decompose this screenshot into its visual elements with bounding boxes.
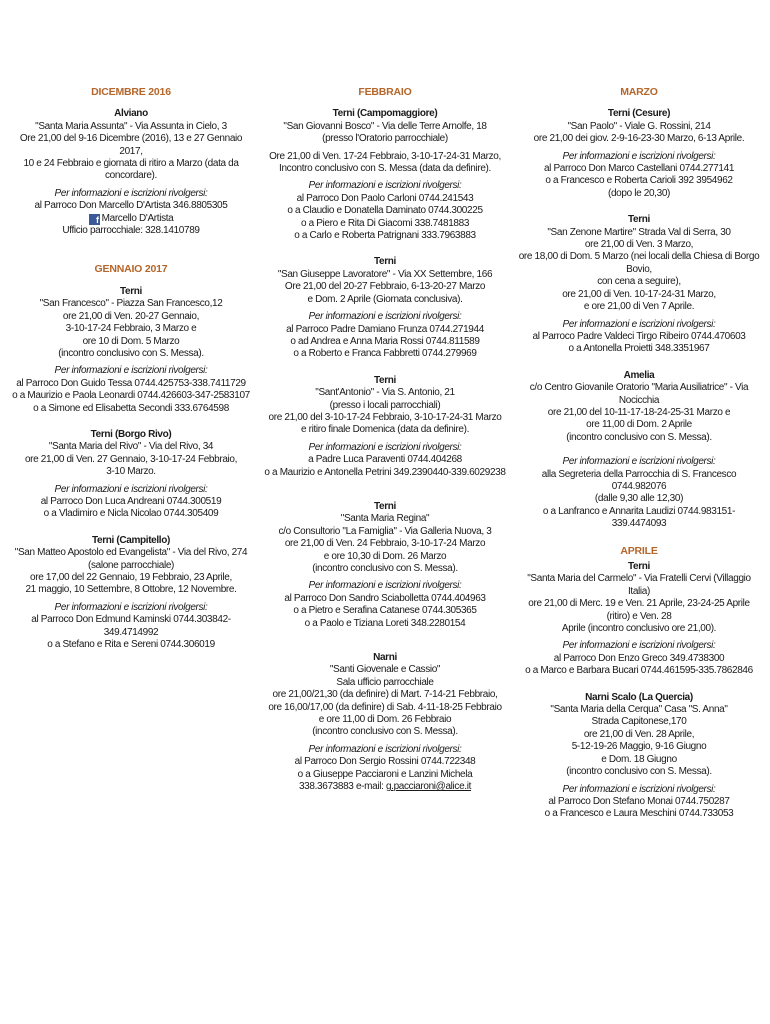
schedule-line: (incontro conclusivo con S. Messa). xyxy=(312,726,458,738)
month-heading-aprile: APRILE xyxy=(620,544,658,557)
contact-line: o a Lanfranco e Annarita Laudizi 0744.983151-339.4474093 xyxy=(542,505,736,530)
schedule-line: ore 17,00 del 22 Gennaio, 19 Febbraio, 23 Aprile, xyxy=(30,572,232,583)
schedule-line: 21 maggio, 10 Settembre, 8 Ottobre, 12 Novembre. xyxy=(25,584,237,596)
schedule-line: ore 21,00 di Merc. 19 e Ven. 21 Aprile, 23-24-25 Aprile (ritiro) e Ven. 28 xyxy=(528,598,750,622)
entry-campomaggiore xyxy=(262,108,508,242)
schedule-line: (incontro conclusivo con S. Messa). xyxy=(312,563,458,574)
place-title: Terni (Campitello) xyxy=(92,534,170,546)
info-label: Per informazioni e iscrizioni rivolgersi: xyxy=(562,640,716,652)
place-title: Terni xyxy=(628,214,650,226)
info-label: Per informazioni e iscrizioni rivolgersi: xyxy=(562,456,716,468)
contact-line: o a Carlo e Roberta Patrignani 333.7963883 xyxy=(294,230,476,242)
schedule-line: 5-12-19-26 Maggio, 9-16 Giugno xyxy=(571,741,707,753)
contact-line: o a Vladimiro e Nicla Nicolao 0744.305409 xyxy=(43,508,219,520)
address-line: "San Zenone Martire" Strada Val di Serra, 30 xyxy=(547,226,731,238)
schedule-line: e ore 10,30 di Dom. 26 Marzo xyxy=(323,550,447,562)
contact-line: al Parroco Padre Damiano Frunza 0744.271944 xyxy=(286,323,484,335)
info-label: Per informazioni e iscrizioni rivolgersi: xyxy=(308,180,462,192)
info-label: Per informazioni e iscrizioni rivolgersi: xyxy=(54,187,208,199)
address-line: "Santa Maria della Cerqua" Casa "S. Anna" xyxy=(550,704,728,716)
schedule-line: (incontro conclusivo con S. Messa). xyxy=(566,766,712,778)
address-line: "Santa Maria del Carmelo" - Via Fratelli Cervi (Villaggio Italia) xyxy=(527,573,751,597)
info-label: Per informazioni e iscrizioni rivolgersi: xyxy=(54,483,208,495)
info-label: Per informazioni e iscrizioni rivolgersi: xyxy=(308,441,462,453)
column-right xyxy=(516,86,762,835)
schedule-line: Incontro conclusivo con S. Messa (data da definire). xyxy=(279,163,491,175)
schedule-line: con cena a seguire), xyxy=(597,276,681,288)
contact-line xyxy=(262,781,508,793)
entry-campitello xyxy=(8,535,254,652)
schedule-line: (incontro conclusivo con S. Messa). xyxy=(566,431,712,443)
schedule-line: e Dom. 18 Giugno xyxy=(601,753,677,765)
entry-narni xyxy=(262,652,508,793)
address-line: "San Paolo" - Viale G. Rossini, 214 xyxy=(567,120,711,132)
contact-line: o a Pietro e Serafina Catanese 0744.305365 xyxy=(293,605,477,617)
contact-line: o a Maurizio e Paola Leonardi 0744.426603-347-2583107 xyxy=(12,390,250,402)
place-title: Terni (Campomaggiore) xyxy=(332,108,438,120)
contact-line: al Parroco Don Enzo Greco 349.4738300 xyxy=(553,652,725,664)
contact-line: al Parroco Don Marco Castellani 0744.277141 xyxy=(543,163,735,175)
column-middle xyxy=(262,86,508,808)
address-line: "Sant'Antonio" - Via S. Antonio, 21 xyxy=(315,387,455,399)
contact-line: al Parroco Don Stefano Monai 0744.750287 xyxy=(548,795,730,807)
address-line: c/o Consultorio "La Famiglia" - Via Galleria Nuova, 3 xyxy=(278,525,492,537)
address-line: "San Francesco" - Piazza San Francesco,12 xyxy=(39,298,223,310)
contact-line: o a Marco e Barbara Bucari 0744.461595-335.7862846 xyxy=(525,665,753,677)
contact-line: a Padre Luca Paraventi 0744.404268 xyxy=(308,454,462,466)
contact-line: o a Claudio e Donatella Daminato 0744.300225 xyxy=(287,205,483,217)
month-heading-gennaio: GENNAIO 2017 xyxy=(94,263,168,276)
facebook-icon: f xyxy=(89,214,100,225)
address-line: "Santa Maria Assunta" - Via Assunta in Cielo, 3 xyxy=(35,120,227,132)
schedule-line: e Dom. 2 Aprile (Giornata conclusiva). xyxy=(307,293,463,305)
contact-line: o a Piero e Rita Di Giacomi 338.7481883 xyxy=(300,217,470,229)
schedule-line: ore 11,00 di Dom. 2 Aprile xyxy=(586,419,692,431)
place-title: Narni Scalo (La Quercia) xyxy=(585,691,693,703)
place-title: Terni xyxy=(628,561,650,572)
address-line: (salone parrocchiale) xyxy=(87,559,175,571)
contact-line: o a Maurizio e Antonella Petrini 349.2390440-339.6029238 xyxy=(264,466,506,478)
info-label: Per informazioni e iscrizioni rivolgersi: xyxy=(562,150,716,162)
entry-narni-scalo xyxy=(516,692,762,821)
schedule-line: ore 18,00 di Dom. 5 Marzo (nei locali della Chiesa di Borgo Bovio, xyxy=(518,251,760,275)
entry-san-giuseppe-lavoratore xyxy=(262,256,508,360)
entry-terni-san-francesco xyxy=(8,286,254,415)
schedule-line: ore 21,00 dei giov. 2-9-16-23-30 Marzo, 6-13 Aprile. xyxy=(533,133,745,145)
place-title: Alviano xyxy=(114,108,148,120)
schedule-line: ore 21,00 del 10-11-17-18-24-25-31 Marzo e xyxy=(547,406,731,418)
schedule-line: Aprile (incontro conclusivo ore 21,00). xyxy=(561,623,717,635)
place-title: Terni xyxy=(374,374,396,386)
contact-line: o ad Andrea e Anna Maria Rossi 0744.811589 xyxy=(290,335,480,347)
info-label: Per informazioni e iscrizioni rivolgersi: xyxy=(562,783,716,795)
info-label: Per informazioni e iscrizioni rivolgersi: xyxy=(308,580,462,592)
contact-line: o a Simone ed Elisabetta Secondi 333.6764598 xyxy=(33,402,229,414)
entry-borgo-rivo xyxy=(8,429,254,521)
schedule-line: ore 21,00 di Ven. 10-17-24-31 Marzo, xyxy=(562,288,716,300)
info-label: Per informazioni e iscrizioni rivolgersi: xyxy=(54,365,208,377)
entry-amelia xyxy=(516,370,762,531)
schedule-line: ore 21,00 di Ven. 28 Aprile, xyxy=(583,728,695,740)
address-line: Sala ufficio parrocchiale xyxy=(336,676,434,688)
address-line: "San Giuseppe Lavoratore" - Via XX Settembre, 166 xyxy=(277,268,493,280)
place-title: Amelia xyxy=(623,369,655,381)
schedule-line: ore 16,00/17,00 (da definire) di Sab. 4-11-18-25 Febbraio xyxy=(268,701,502,713)
contact-line: o a Antonella Proietti 348.3351967 xyxy=(568,343,710,355)
contact-line: o a Roberto e Franca Fabbretti 0744.279969 xyxy=(293,348,477,360)
address-line: Strada Capitonese,170 xyxy=(591,716,687,728)
place-title: Terni (Borgo Rivo) xyxy=(90,428,172,440)
email-link[interactable]: g.pacciaroni@alice.it xyxy=(385,781,472,793)
column-left xyxy=(8,86,254,665)
contact-line: al Parroco Don Sandro Sciabolletta 0744.404963 xyxy=(284,592,486,604)
schedule-line: (incontro conclusivo con S. Messa). xyxy=(58,347,204,359)
contact-line: o a Stefano e Rita e Sereni 0744.306019 xyxy=(47,639,215,651)
place-title: Narni xyxy=(373,652,397,664)
schedule-line: Ore 21,00 di Ven. 17-24 Febbraio, 3-10-17-24-31 Marzo, xyxy=(269,150,501,162)
contact-line: al Parroco Don Guido Tessa 0744.425753-338.7411729 xyxy=(16,377,246,389)
contact-line: (dalle 9,30 alle 12,30) xyxy=(594,493,684,505)
facebook-name: Marcello D'Artista xyxy=(101,212,174,224)
address-line: "Santi Giovenale e Cassio" xyxy=(329,664,441,676)
contact-line: o a Giuseppe Pacciaroni e Lanzini Michela xyxy=(297,768,473,780)
place-title: Terni xyxy=(120,285,142,297)
contact-line: alla Segreteria della Parrocchia di S. Francesco 0744.982076 xyxy=(541,468,737,492)
schedule-line: e ritiro finale Domenica (data da definire). xyxy=(300,424,470,436)
contact-line: al Parroco Don Sergio Rossini 0744.722348 xyxy=(294,756,476,768)
entry-alviano xyxy=(8,108,254,237)
contact-line: (dopo le 20,30) xyxy=(607,187,671,199)
place-title: Terni (Cesure) xyxy=(607,108,671,120)
contact-line: o a Francesco e Laura Meschini 0744.733053 xyxy=(544,808,734,820)
schedule-line: 3-10 Marzo. xyxy=(106,466,156,478)
address-line: "Santa Maria del Rivo" - Via del Rivo, 34 xyxy=(48,441,214,453)
info-label: Per informazioni e iscrizioni rivolgersi: xyxy=(54,601,208,613)
month-heading-febbraio: FEBBRAIO xyxy=(358,86,412,98)
entry-santa-maria-regina xyxy=(262,501,508,630)
place-title: Terni xyxy=(374,500,396,512)
schedule-line: 10 e 24 Febbraio e giornata di ritiro a Marzo (data da concordare). xyxy=(23,158,239,182)
info-label: Per informazioni e iscrizioni rivolgersi: xyxy=(308,311,462,323)
address-line: "San Giovanni Bosco" - Via delle Terre Arnolfe, 18 xyxy=(283,120,487,132)
schedule-line: e ore 11,00 di Dom. 26 Febbraio xyxy=(318,714,452,726)
contact-line: al Parroco Don Luca Andreani 0744.300519 xyxy=(40,495,222,507)
info-label: Per informazioni e iscrizioni rivolgersi: xyxy=(562,318,716,330)
schedule-line: ore 21,00 di Ven. 3 Marzo, xyxy=(584,239,694,251)
info-label: Per informazioni e iscrizioni rivolgersi: xyxy=(308,743,462,755)
facebook-line xyxy=(8,213,254,225)
contact-line: o a Paolo e Tiziana Loreti 348.2280154 xyxy=(304,617,466,629)
schedule-line: 3-10-17-24 Febbraio, 3 Marzo e xyxy=(65,323,197,335)
phone-text: 338.3673883 e-mail: xyxy=(298,781,384,793)
schedule-line: ore 21,00 di Ven. 24 Febbraio, 3-10-17-24 Marzo xyxy=(284,538,486,550)
month-heading-dicembre: DICEMBRE 2016 xyxy=(91,86,171,98)
address-line: c/o Centro Giovanile Oratorio "Maria Ausiliatrice" - Via Nocicchia xyxy=(529,382,749,406)
schedule-line: ore 21,00/21,30 (da definire) di Mart. 7-14-21 Febbraio, xyxy=(272,689,498,701)
entry-sant-antonio xyxy=(262,375,508,479)
entry-san-zenone xyxy=(516,214,762,355)
contact-line: al Parroco Padre Valdeci Tirgo Ribeiro 0744.470603 xyxy=(532,330,746,342)
contact-line: al Parroco Don Marcello D'Artista 346.8805305 xyxy=(34,200,228,212)
schedule-line: ore 21,00 di Ven. 27 Gennaio, 3-10-17-24 Febbraio, xyxy=(24,453,238,465)
month-heading-marzo: MARZO xyxy=(620,86,658,98)
entry-santa-maria-carmelo xyxy=(516,561,762,678)
schedule-line: ore 10 di Dom. 5 Marzo xyxy=(82,335,180,347)
place-title: Terni xyxy=(374,256,396,268)
schedule-line: Ore 21,00 del 9-16 Dicembre (2016), 13 e 27 Gennaio 2017, xyxy=(19,133,243,157)
schedule-line: ore 21,00 di Ven. 20-27 Gennaio, xyxy=(62,310,200,322)
address-line: "San Matteo Apostolo ed Evangelista" - Via del Rivo, 274 xyxy=(14,547,248,559)
schedule-line: Ore 21,00 del 20-27 Febbraio, 6-13-20-27 Marzo xyxy=(284,281,486,293)
contact-line: Ufficio parrocchiale: 328.1410789 xyxy=(62,225,200,237)
address-line: "Santa Maria Regina" xyxy=(340,513,430,525)
contact-line: al Parroco Don Paolo Carloni 0744.241543 xyxy=(296,192,474,204)
contact-line: o a Francesco e Roberta Carioli 392 3954962 xyxy=(545,175,733,187)
address-line: (presso i locali parrocchiali) xyxy=(329,399,441,411)
address-line: (presso l'Oratorio parrocchiale) xyxy=(322,133,448,145)
schedule-line: e ore 21,00 di Ven 7 Aprile. xyxy=(583,301,695,313)
entry-cesure xyxy=(516,108,762,200)
schedule-line: ore 21,00 del 3-10-17-24 Febbraio, 3-10-17-24-31 Marzo xyxy=(268,411,502,423)
contact-line: al Parroco Don Edmund Kaminski 0744.303842-349.4714992 xyxy=(31,614,231,638)
